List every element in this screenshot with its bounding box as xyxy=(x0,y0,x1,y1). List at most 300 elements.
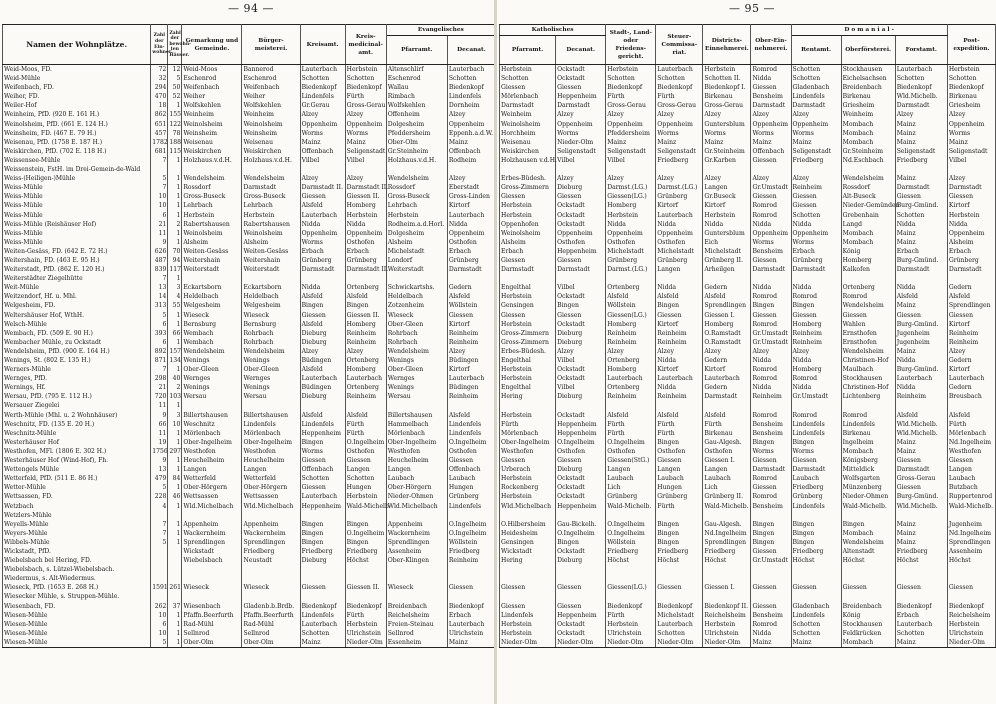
table-cell: Weinolsheim xyxy=(182,229,242,238)
table-cell: Gross-Zimmern xyxy=(500,329,556,338)
table-cell: Fürth xyxy=(656,502,703,511)
table-cell: Wiesen-Mühle xyxy=(3,638,151,648)
table-cell: Weinolsheim xyxy=(182,120,242,129)
table-cell: Welgesheim xyxy=(182,301,242,310)
table-cell: Mainz xyxy=(791,138,841,147)
table-cell: Langen xyxy=(656,265,703,274)
table-cell: 294 xyxy=(151,83,168,92)
table-cell: Billertshausen xyxy=(242,411,300,420)
table-cell: Dieburg xyxy=(300,338,345,347)
table-cell: Erbach xyxy=(947,247,995,256)
table-cell: Friedberg xyxy=(895,156,947,165)
table-row xyxy=(500,174,996,183)
table-cell: Alzey xyxy=(791,110,841,119)
table-cell: Heppenheim xyxy=(300,429,345,438)
table-cell xyxy=(242,592,300,601)
table-cell: Friedberg xyxy=(791,156,841,165)
table-cell: 1 xyxy=(168,320,182,329)
table-cell: Nidda xyxy=(895,356,947,365)
table-cell: Langd xyxy=(841,220,895,229)
table-cell: Sellnrod xyxy=(182,629,242,638)
table-cell: Mainz xyxy=(895,238,947,247)
table-cell: Bingen xyxy=(751,529,791,538)
table-row xyxy=(3,492,496,501)
table-cell: Laubach xyxy=(656,474,703,483)
table-cell: Dieburg xyxy=(300,329,345,338)
table-row xyxy=(500,401,996,410)
table-cell: Giessen xyxy=(300,583,345,592)
table-cell: Weyers-Mühle xyxy=(3,529,151,538)
table-cell: Ockstadt xyxy=(556,74,606,83)
table-cell: Giessen xyxy=(751,311,791,320)
table-cell xyxy=(606,565,656,574)
table-row xyxy=(500,620,996,629)
table-cell: Ober-Hörgern xyxy=(182,483,242,492)
table-cell: O.Ingelheim xyxy=(606,438,656,447)
table-cell: Worms xyxy=(751,447,791,456)
table-cell: Kirtorf xyxy=(656,365,703,374)
table-cell xyxy=(300,511,345,520)
table-cell: Giessen xyxy=(791,583,841,592)
table-cell: Fürth xyxy=(606,611,656,620)
table-cell: Oppenheim xyxy=(791,229,841,238)
table-cell: Osthofen xyxy=(606,238,656,247)
table-cell: Worms xyxy=(947,129,995,138)
table-cell: Westhofen xyxy=(182,447,242,456)
table-cell: Ernsthofen xyxy=(841,338,895,347)
table-cell: 1 xyxy=(168,365,182,374)
table-cell: Büdingen xyxy=(447,383,495,392)
table-cell: Lauterbach xyxy=(345,374,386,383)
table-cell: 1 xyxy=(168,538,182,547)
table-cell: Alzey xyxy=(751,174,791,183)
table-cell: Grünberg xyxy=(300,256,345,265)
table-cell: 1 xyxy=(168,438,182,447)
table-cell: Langen xyxy=(345,465,386,474)
table-cell: Ernsthofen xyxy=(841,329,895,338)
table-cell: Wackernheim xyxy=(182,529,242,538)
table-cell xyxy=(947,511,995,520)
table-cell: 1 xyxy=(168,456,182,465)
table-cell: Giessen xyxy=(751,483,791,492)
table-cell: Nieder-Gemünden xyxy=(842,202,900,210)
table-cell: Darmstadt xyxy=(791,465,841,474)
table-cell xyxy=(242,401,300,410)
table-cell: Vilbel xyxy=(345,156,386,165)
table-cell: Rossdorf xyxy=(841,183,895,192)
table-cell xyxy=(345,565,386,574)
table-cell: Mainz xyxy=(895,447,947,456)
table-row xyxy=(500,638,996,648)
table-cell: Lauterbach xyxy=(300,374,345,383)
table-cell: Rabertshausen xyxy=(242,220,300,229)
table-cell: Friedberg xyxy=(242,547,300,556)
table-cell: Wendelsheim xyxy=(386,347,447,356)
table-cell: Dieburg xyxy=(556,556,606,565)
table-cell: Münzenberg xyxy=(841,483,895,492)
table-cell: Herbstein xyxy=(947,620,995,629)
table-row xyxy=(3,211,496,220)
table-cell: Wiesen-Mühle xyxy=(3,620,151,629)
table-cell xyxy=(182,592,242,601)
table-cell: Wld.Michelb. xyxy=(895,92,947,101)
table-cell: Wald-Michelb. xyxy=(703,502,751,511)
table-cell: Romrod xyxy=(751,374,791,383)
table-cell: O.Ingelheim xyxy=(447,529,495,538)
table-cell: 5 xyxy=(151,483,168,492)
table-cell: Griesheim xyxy=(841,101,895,110)
table-cell: 457 xyxy=(151,129,168,138)
table-cell: 46 xyxy=(168,492,182,501)
table-cell: Weschnitz-Mühle xyxy=(3,429,151,438)
header-katholisch: Katholisches xyxy=(500,25,606,36)
table-cell: Wendelsheim xyxy=(841,347,895,356)
table-cell: Engelthal xyxy=(500,356,556,365)
table-cell: Jugenheim xyxy=(895,338,947,347)
table-row xyxy=(3,602,496,611)
table-cell xyxy=(447,165,495,174)
table-cell: Nidda xyxy=(791,283,841,292)
table-cell: 1 xyxy=(168,238,182,247)
table-cell: Rossdorf xyxy=(386,183,447,192)
table-cell: Wald-Michelb. xyxy=(606,502,656,511)
table-cell xyxy=(300,565,345,574)
table-cell: Alzey xyxy=(556,347,606,356)
table-cell xyxy=(182,401,242,410)
table-cell: Biedenkopf xyxy=(300,83,345,92)
table-cell xyxy=(656,592,703,601)
table-cell: 13 xyxy=(151,465,168,474)
table-cell: Weinsheim xyxy=(242,129,300,138)
table-cell: Darmst.(LG.) xyxy=(606,265,656,274)
table-cell: Rohrbach xyxy=(386,329,447,338)
table-cell: Alsfeld xyxy=(300,201,345,210)
table-cell: Urberach xyxy=(500,465,556,474)
table-cell: Nidda xyxy=(300,220,345,229)
table-cell xyxy=(151,165,168,174)
table-cell: 155 xyxy=(169,111,181,119)
table-cell: 1 xyxy=(168,338,182,347)
table-cell: Billertshausen xyxy=(386,411,447,420)
table-cell: Gr.Karben xyxy=(703,156,751,165)
table-cell xyxy=(841,401,895,410)
table-cell: Mainz xyxy=(895,347,947,356)
table-cell: Weiss-Mühle xyxy=(3,201,151,210)
table-cell: Reinheim xyxy=(447,556,495,565)
table-cell xyxy=(386,165,447,174)
table-cell: Oppenheim xyxy=(345,120,386,129)
table-cell: Schotten xyxy=(791,629,841,638)
table-cell: Gross-Gerau xyxy=(346,102,386,110)
table-cell: Nd.Eschbach xyxy=(841,156,895,165)
table-row xyxy=(3,129,496,138)
table-cell: Giessen xyxy=(751,583,791,592)
table-row xyxy=(3,301,496,310)
table-cell: Grünberg II. xyxy=(703,492,751,501)
table-cell: 1 xyxy=(168,620,182,629)
table-cell: Laubach xyxy=(703,474,751,483)
table-cell: Lindenfels xyxy=(300,92,345,101)
table-cell: Alzey xyxy=(447,347,495,356)
table-cell xyxy=(556,565,606,574)
table-cell: Darmstadt II. xyxy=(346,184,389,192)
table-cell: Alsfeld xyxy=(606,292,656,301)
table-cell xyxy=(947,274,995,283)
table-cell: Birkenau xyxy=(947,92,995,101)
table-cell: Herbstein xyxy=(500,365,556,374)
table-cell: 6 xyxy=(151,320,168,329)
table-cell: Reinheim xyxy=(606,329,656,338)
table-row xyxy=(500,156,996,165)
table-cell: Laubach xyxy=(386,474,447,483)
table-cell: Wernges xyxy=(182,374,242,383)
table-cell: Alzey xyxy=(656,110,703,119)
table-row xyxy=(3,365,496,374)
table-cell: Nidda xyxy=(606,220,656,229)
table-cell: Wolfskehlen xyxy=(386,101,447,110)
table-row xyxy=(3,247,496,256)
table-cell: Grünberg xyxy=(791,492,841,501)
table-cell: Michelstadt xyxy=(703,247,751,256)
table-cell: Bingen xyxy=(656,438,703,447)
table-cell: Bensheim xyxy=(751,611,791,620)
table-cell: Giessen xyxy=(841,583,895,592)
table-cell xyxy=(947,574,995,583)
table-cell: Alzey xyxy=(345,347,386,356)
table-cell: 393 xyxy=(151,329,168,338)
table-row xyxy=(500,74,996,83)
table-cell: Seligenstadt xyxy=(346,147,386,155)
table-cell: Lauterbach xyxy=(300,492,345,501)
table-cell: Nidda xyxy=(751,383,791,392)
header-kath-pfarramt: Pfarramt. xyxy=(500,36,556,65)
table-cell: Erbach xyxy=(345,247,386,256)
table-row xyxy=(3,438,496,447)
table-cell: Herbstein xyxy=(500,320,556,329)
table-cell: Nieder-Olm xyxy=(500,638,556,648)
table-cell: Wld.Michelb. xyxy=(895,502,947,511)
table-cell: Wetterfeld xyxy=(242,474,300,483)
header-ev-decanat: Decanat. xyxy=(447,36,495,65)
table-cell: Herbstein xyxy=(703,211,751,220)
table-row xyxy=(500,374,996,383)
table-cell: 117 xyxy=(169,266,181,274)
table-cell: Alzey xyxy=(751,347,791,356)
table-cell: Ortenberg xyxy=(606,383,656,392)
table-cell: Lindenfels xyxy=(791,502,841,511)
table-cell: Alsfeld xyxy=(656,292,703,301)
table-cell: Burg-Gmünd. xyxy=(895,256,947,265)
table-cell xyxy=(791,574,841,583)
table-cell: Herbstein xyxy=(606,620,656,629)
table-cell: Darmstadt xyxy=(791,265,841,274)
table-cell: O.Ingelheim xyxy=(346,529,385,537)
table-cell xyxy=(447,592,495,601)
table-cell: 37 xyxy=(168,602,182,611)
table-cell xyxy=(841,592,895,601)
table-cell: Giessen xyxy=(556,311,606,320)
table-cell: Romrod xyxy=(841,411,895,420)
table-cell: Wettengels Mühle xyxy=(3,465,151,474)
table-cell xyxy=(447,565,495,574)
table-cell: Heppenheim xyxy=(300,502,345,511)
table-cell: Eich xyxy=(703,238,751,247)
table-cell: Giessen xyxy=(300,311,345,320)
table-cell xyxy=(447,274,495,283)
table-cell: Welgesheim, FD. xyxy=(3,301,151,310)
table-cell: Ruppertenrod xyxy=(947,492,995,501)
table-cell: Giessen xyxy=(556,583,606,592)
table-cell: Mainz xyxy=(895,638,947,648)
table-cell: Fürth xyxy=(656,92,703,101)
table-cell xyxy=(300,165,345,174)
table-cell: Ulrichstein xyxy=(447,629,495,638)
table-cell: Giessen xyxy=(300,192,345,201)
table-cell: Kirtorf xyxy=(703,365,751,374)
table-cell: Wahlen xyxy=(841,320,895,329)
table-cell: 7 xyxy=(151,183,168,192)
table-cell: Heppenheim xyxy=(556,429,606,438)
table-cell: Oppenheim xyxy=(656,229,703,238)
table-cell: Nieder-Olm xyxy=(345,638,386,648)
table-cell xyxy=(751,274,791,283)
table-row xyxy=(3,474,496,483)
table-cell: Assenheim xyxy=(386,547,447,556)
table-row xyxy=(500,492,996,501)
table-cell: Welsch-Mühle xyxy=(3,320,151,329)
table-cell: Weid-Moos xyxy=(182,65,242,75)
table-cell: Holzhaus.v.d.H. xyxy=(242,156,300,165)
table-cell: Butzbach xyxy=(947,483,995,492)
table-cell: Bingen xyxy=(791,538,841,547)
table-cell: Friedberg xyxy=(606,547,656,556)
table-cell: Worms xyxy=(791,129,841,138)
table-cell: Weiler-Hof xyxy=(3,101,151,110)
table-cell: Oppenheim xyxy=(606,229,656,238)
table-cell: Alsfeld xyxy=(300,292,345,301)
table-cell xyxy=(447,401,495,410)
table-cell xyxy=(656,511,703,520)
table-cell: Werners-Mühle xyxy=(3,365,151,374)
table-cell: Nidda xyxy=(656,356,703,365)
table-cell: Mainz xyxy=(703,138,751,147)
table-cell xyxy=(656,165,703,174)
table-cell: Ober-Hörgern xyxy=(386,483,447,492)
table-cell: Ockstadt xyxy=(556,374,606,383)
right-table-header xyxy=(500,25,996,65)
table-cell: Nidda xyxy=(656,220,703,229)
header-buergermeisterei: Bürger-meisterei. xyxy=(242,25,300,65)
table-cell: Lindenfels xyxy=(300,611,345,620)
table-cell: Mainz xyxy=(345,138,386,147)
table-cell: Seligenstadt xyxy=(556,147,606,156)
table-cell: Jugenheim xyxy=(947,520,995,529)
table-cell: Ober-Ingelheim xyxy=(386,438,447,447)
table-cell: Mainz xyxy=(895,520,947,529)
table-cell: 55 xyxy=(168,301,182,310)
table-cell: Feldkrücken xyxy=(841,629,895,638)
table-cell: Darmstadt II. xyxy=(346,266,389,274)
table-cell: Biedenkopf xyxy=(947,83,995,92)
table-cell: Nidda xyxy=(791,220,841,229)
table-cell: Mainz xyxy=(656,138,703,147)
table-cell: Weissensee-Mühle xyxy=(3,156,151,165)
table-cell: Gr.Umstadt xyxy=(751,338,791,347)
table-cell: Darmstadt xyxy=(751,265,791,274)
table-cell: Weinheim xyxy=(242,110,300,119)
table-cell: Alzey xyxy=(300,110,345,119)
table-row xyxy=(500,83,996,92)
table-cell: Vilbel xyxy=(556,356,606,365)
table-cell: Rad-Mühl xyxy=(242,620,300,629)
table-cell xyxy=(751,165,791,174)
table-cell: Bensheim xyxy=(751,247,791,256)
table-cell: Gladenbach xyxy=(791,602,841,611)
table-cell: Alzey xyxy=(656,174,703,183)
table-cell: Wickstadt xyxy=(182,547,242,556)
table-cell: Giessen xyxy=(556,256,606,265)
table-cell: Engelthal xyxy=(500,383,556,392)
table-cell xyxy=(242,565,300,574)
table-cell: Osthofen xyxy=(345,447,386,456)
table-row xyxy=(3,120,496,129)
left-table xyxy=(2,24,496,648)
header-districts-einnehmerei: Districts-Einnehmerei. xyxy=(703,25,751,65)
table-cell: Biedenkopf xyxy=(895,83,947,92)
table-cell: Giessen II. xyxy=(345,583,386,592)
table-cell: Wolfsgarten xyxy=(841,474,895,483)
table-cell: Worms xyxy=(751,238,791,247)
table-cell: Weid-Moos, FD. xyxy=(3,65,151,75)
table-cell: Hungen xyxy=(656,483,703,492)
table-row xyxy=(3,83,496,92)
table-cell: Osthofen xyxy=(656,447,703,456)
table-cell: Reinheim xyxy=(791,183,841,192)
table-cell: Dieburg xyxy=(556,329,606,338)
table-cell xyxy=(947,401,995,410)
table-cell: Dieburg xyxy=(300,392,345,401)
table-cell: Vilbel xyxy=(300,156,345,165)
table-row xyxy=(3,411,496,420)
table-cell: Ingelheim xyxy=(841,438,895,447)
table-cell: 298 xyxy=(151,374,168,383)
table-cell xyxy=(841,511,895,520)
table-row xyxy=(500,411,996,420)
table-cell: Reinheim xyxy=(447,338,495,347)
table-cell: Guntersblum xyxy=(703,120,751,129)
table-cell: 10 xyxy=(151,201,168,210)
table-cell: Maulbach xyxy=(841,365,895,374)
table-cell: Nidda xyxy=(895,220,947,229)
table-row xyxy=(500,456,996,465)
table-cell: Weisenau xyxy=(242,138,300,147)
table-cell: Nidda xyxy=(656,383,703,392)
table-cell: König xyxy=(841,247,895,256)
table-cell: Herbstein xyxy=(500,201,556,210)
table-row xyxy=(500,229,996,238)
table-cell: Herbstein xyxy=(606,65,656,75)
table-cell: Bingen xyxy=(345,520,386,529)
table-cell: Worms xyxy=(300,447,345,456)
table-cell: Holzhausen v.d.H. xyxy=(501,156,557,164)
table-cell: Grünberg xyxy=(656,192,703,201)
table-cell: Gensingen xyxy=(500,538,556,547)
table-cell: Grünberg xyxy=(345,256,386,265)
table-cell: Fürth xyxy=(345,429,386,438)
table-row xyxy=(3,201,496,210)
table-cell: Wettsassen xyxy=(182,492,242,501)
table-cell: 1 xyxy=(168,465,182,474)
